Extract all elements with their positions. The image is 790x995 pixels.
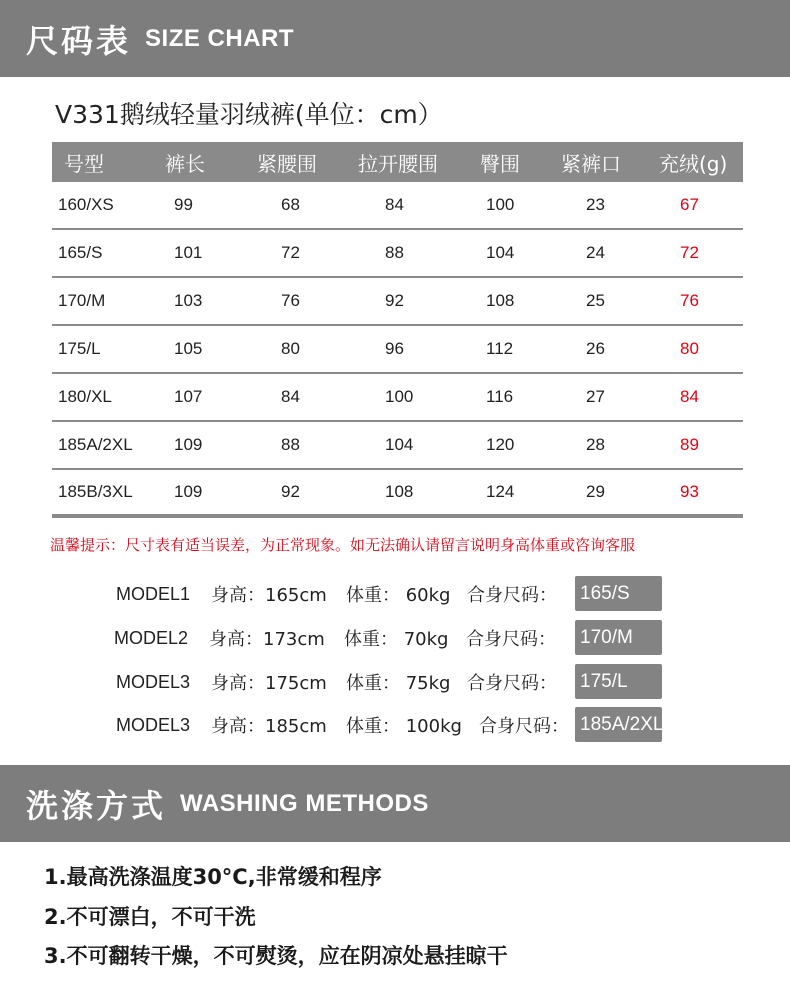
cell-waist: 68 [281,195,300,214]
cell-fill: 76 [680,291,699,310]
size-tip: 温馨提示：尺寸表有适当误差，为正常现象。如无法确认请留言说明身高体重或咨询客服 [50,536,636,554]
model-height: 身高：165cm [211,585,327,606]
model-name: MODEL3 [116,714,191,735]
model-height: 身高：173cm [209,629,325,650]
model-height: 身高：185cm [211,716,327,737]
washing-item: 1.最高洗涤温度30°C,非常缓和程序 [44,865,382,889]
cell-waist: 80 [281,339,300,358]
model-name: MODEL3 [116,671,191,692]
cell-hip: 112 [486,339,514,358]
table-header-row [52,142,743,182]
model-name: MODEL2 [114,627,189,648]
cell-size: 185A/2XL [58,435,133,454]
cell-stretched-waist: 96 [385,339,404,358]
cell-waist: 84 [281,387,300,406]
model-height: 身高：175cm [211,673,327,694]
model-fit-size-badge: 175/L [575,664,662,699]
table-row [52,182,743,230]
cell-size: 160/XS [58,195,114,214]
table-row [52,374,743,422]
cell-fill: 84 [680,387,699,406]
model-weight: 体重： 75kg [346,673,451,694]
cell-waist: 88 [281,435,300,454]
washing-banner [0,765,790,842]
cell-size: 180/XL [58,387,112,406]
cell-hip: 100 [486,195,515,214]
table-row [52,278,743,326]
model-row [0,707,790,743]
cell-fill: 72 [680,243,699,262]
model-row [0,620,790,656]
cell-stretched-waist: 104 [385,435,414,454]
header-cell-size: 号型 [64,151,104,176]
model-fit-label: 合身尺码： [467,673,557,694]
cell-hip: 104 [486,243,515,262]
cell-length: 109 [174,435,203,454]
cell-fill: 80 [680,339,699,358]
size-table [52,142,743,518]
cell-hip: 108 [486,291,515,310]
cell-size: 165/S [58,243,103,262]
cell-stretched-waist: 88 [385,243,404,262]
cell-fill: 89 [680,435,699,454]
cell-length: 99 [174,195,193,214]
model-name: MODEL1 [116,583,191,604]
model-fit-label: 合身尺码： [479,716,569,737]
table-row [52,230,743,278]
cell-hem: 24 [586,243,605,262]
washing-title-en: WASHING METHODS [180,789,429,817]
header-cell-length: 裤长 [165,151,205,176]
cell-stretched-waist: 84 [385,195,404,214]
cell-hem: 23 [586,195,605,214]
table-row [52,422,743,470]
cell-hem: 25 [586,291,605,310]
cell-waist: 92 [281,482,300,501]
cell-hem: 28 [586,435,605,454]
header-cell-stretched-waist: 拉开腰围 [358,151,438,176]
cell-hip: 116 [486,387,514,406]
cell-length: 109 [174,482,203,501]
model-weight: 体重： 70kg [344,629,449,650]
model-weight: 体重： 60kg [346,585,451,606]
model-fit-label: 合身尺码： [466,629,556,650]
washing-item: 2.不可漂白，不可干洗 [44,905,256,929]
model-fit-label: 合身尺码： [467,585,557,606]
size-chart-title-cn: 尺码表 [26,21,132,60]
cell-length: 105 [174,339,203,358]
cell-hip: 124 [486,482,515,501]
model-row [0,664,790,700]
cell-fill: 93 [680,482,699,501]
table-row [52,326,743,374]
header-cell-waist: 紧腰围 [257,151,317,176]
size-chart-banner [0,0,790,77]
cell-stretched-waist: 100 [385,387,414,406]
cell-length: 107 [174,387,203,406]
header-cell-fill: 充绒(g) [659,151,728,176]
model-row [0,576,790,612]
cell-stretched-waist: 92 [385,291,404,310]
cell-hip: 120 [486,435,515,454]
table-row [52,470,743,518]
product-title: V331鹅绒轻量羽绒裤(单位：cm） [55,100,443,129]
model-fit-size-badge: 165/S [575,576,662,611]
model-weight: 体重： 100kg [346,716,462,737]
cell-fill: 67 [680,195,699,214]
cell-length: 103 [174,291,203,310]
cell-waist: 72 [281,243,300,262]
cell-size: 170/M [58,291,106,310]
cell-stretched-waist: 108 [385,482,414,501]
cell-hem: 26 [586,339,605,358]
cell-length: 101 [174,243,203,262]
model-fit-size-badge: 170/M [575,620,662,655]
model-fit-size-badge: 185A/2XL [575,707,662,742]
washing-item: 3.不可翻转干燥，不可熨烫，应在阴凉处悬挂晾干 [44,944,508,968]
cell-size: 175/L [58,339,101,358]
cell-waist: 76 [281,291,300,310]
header-cell-hem: 紧裤口 [561,151,621,176]
cell-hem: 27 [586,387,605,406]
cell-size: 185B/3XL [58,482,133,501]
size-chart-title-en: SIZE CHART [145,24,295,52]
washing-title-cn: 洗涤方式 [26,786,167,825]
header-cell-hip: 臀围 [480,151,520,176]
cell-hem: 29 [586,482,605,501]
